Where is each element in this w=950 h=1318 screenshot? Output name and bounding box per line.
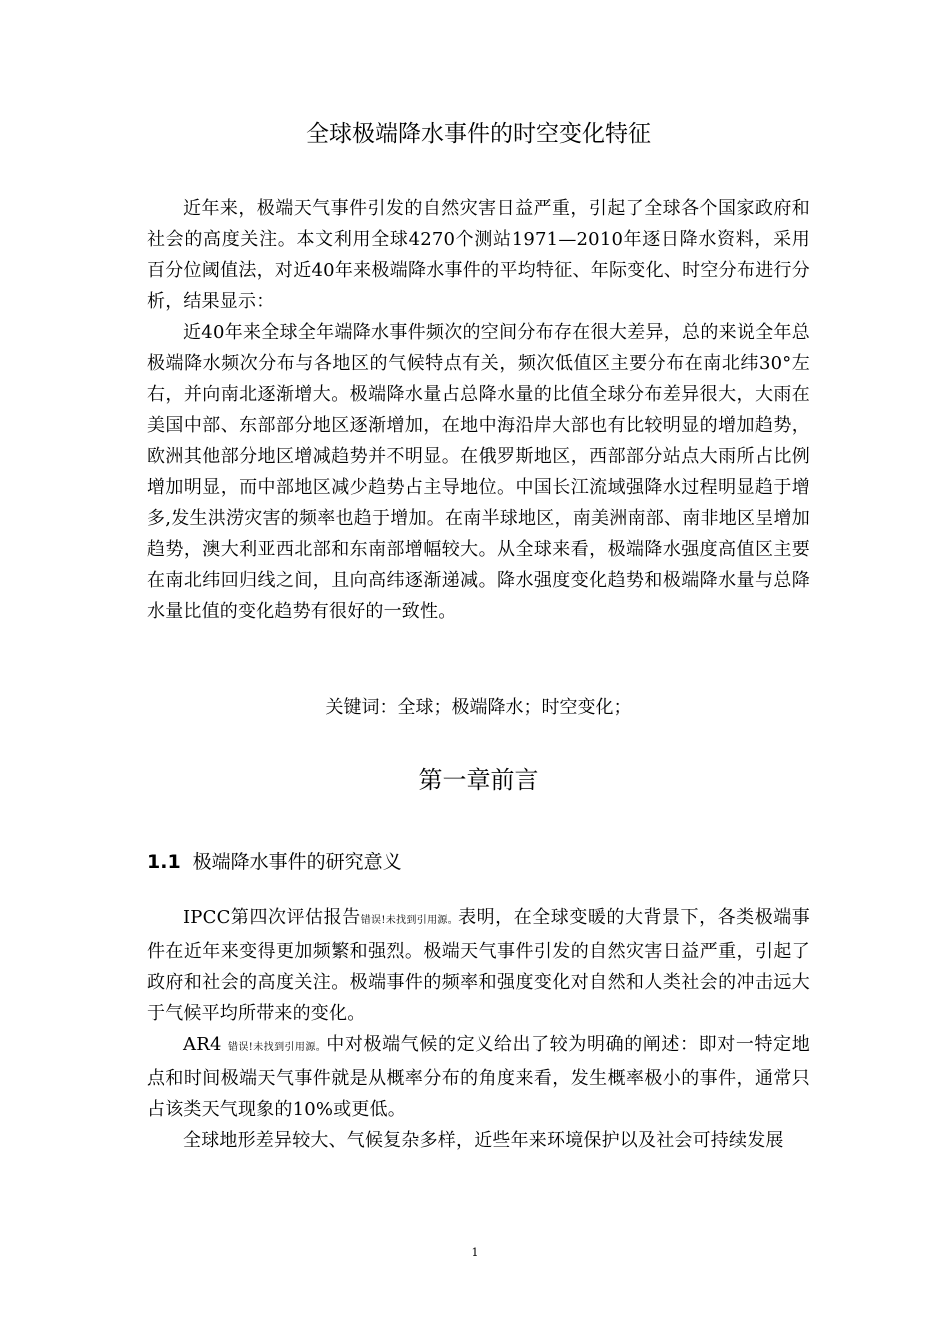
abstract-paragraph-1: 近年来，极端天气事件引发的自然灾害日益严重，引起了全球各个国家政府和社会的高度关注。本文利用全球4270个测站1971—2010年逐日降水资料，采用百分位阈值法，对近40年来极端降水事件的平均特征、年际变化、时空分布进行分析，结果显示： — [147, 198, 810, 312]
reference-error-2: 错误!未找到引用源。 — [227, 1042, 327, 1053]
reference-error-1: 错误!未找到引用源。 — [360, 915, 459, 926]
body-paragraph-3: 全球地形差异较大、气候复杂多样，近些年来环境保护以及社会可持续发展 — [183, 1130, 784, 1151]
body-paragraph-2-start: AR4 — [183, 1034, 228, 1055]
page-number: 1 — [471, 1246, 479, 1259]
document-title: 全球极端降水事件的时空变化特征 — [306, 121, 651, 147]
section-heading — [147, 847, 810, 877]
abstract-paragraph-2: 近40年来全球全年端降水事件频次的空间分布存在很大差异，总的来说全年总极端降水频次分布与各地区的气候特点有关，频次低值区主要分布在南北纬30°左右，并向南北逐渐增大。极端降水量占总降水量的比值全球分布差异很大，大雨在美国中部、东部部分地区逐渐增加，在地中海沿岸大部也有比较明显的增加趋势，欧洲其他部分地区增减趋势并不明显。在俄罗斯地区，西部部分站点大雨所占比例增加明显，而中部地区减少趋势占主导地位。中国长江流域强降水过程明显趋于增多,发生洪涝灾害的频率也趋于增加。在南半球地区，南美洲南部、南非地区呈增加趋势，澳大利亚西北部和东南部增幅较大。从全球来看，极端降水强度高值区主要在南北纬回归线之间，且向高纬逐渐递减。降水强度变化趋势和极端降水量与总降水量比值的变化趋势有很好的一致性。 — [147, 322, 810, 622]
body-paragraph-1 — [147, 902, 810, 1029]
chapter-title: 第一章前言 — [418, 766, 539, 794]
body-paragraph-1-start: IPCC第四次评估报告 — [183, 907, 361, 928]
page-content — [147, 118, 810, 1156]
body-paragraph-2 — [147, 1029, 810, 1125]
section-number: 1.1 — [147, 851, 181, 873]
body-paragraph-1-rest: 表明，在全球变暖的大背景下，各类极端事件在近年来变得更加频繁和强烈。极端天气事件引发的自然灾害日益严重，引起了政府和社会的高度关注。极端事件的频率和强度变化对自然和人类社会的冲击远大于气候平均所带来的变化。 — [147, 907, 810, 1024]
body-paragraph-2-rest: 中对极端气候的定义给出了较为明确的阐述：即对一特定地点和时间极端天气事件就是从概率分布的角度来看，发生概率极小的事件，通常只占该类天气现象的10%或更低。 — [147, 1034, 810, 1120]
section-title: 极端降水事件的研究意义 — [192, 851, 402, 873]
keywords-line: 关键词：全球；极端降水；时空变化； — [325, 697, 632, 718]
